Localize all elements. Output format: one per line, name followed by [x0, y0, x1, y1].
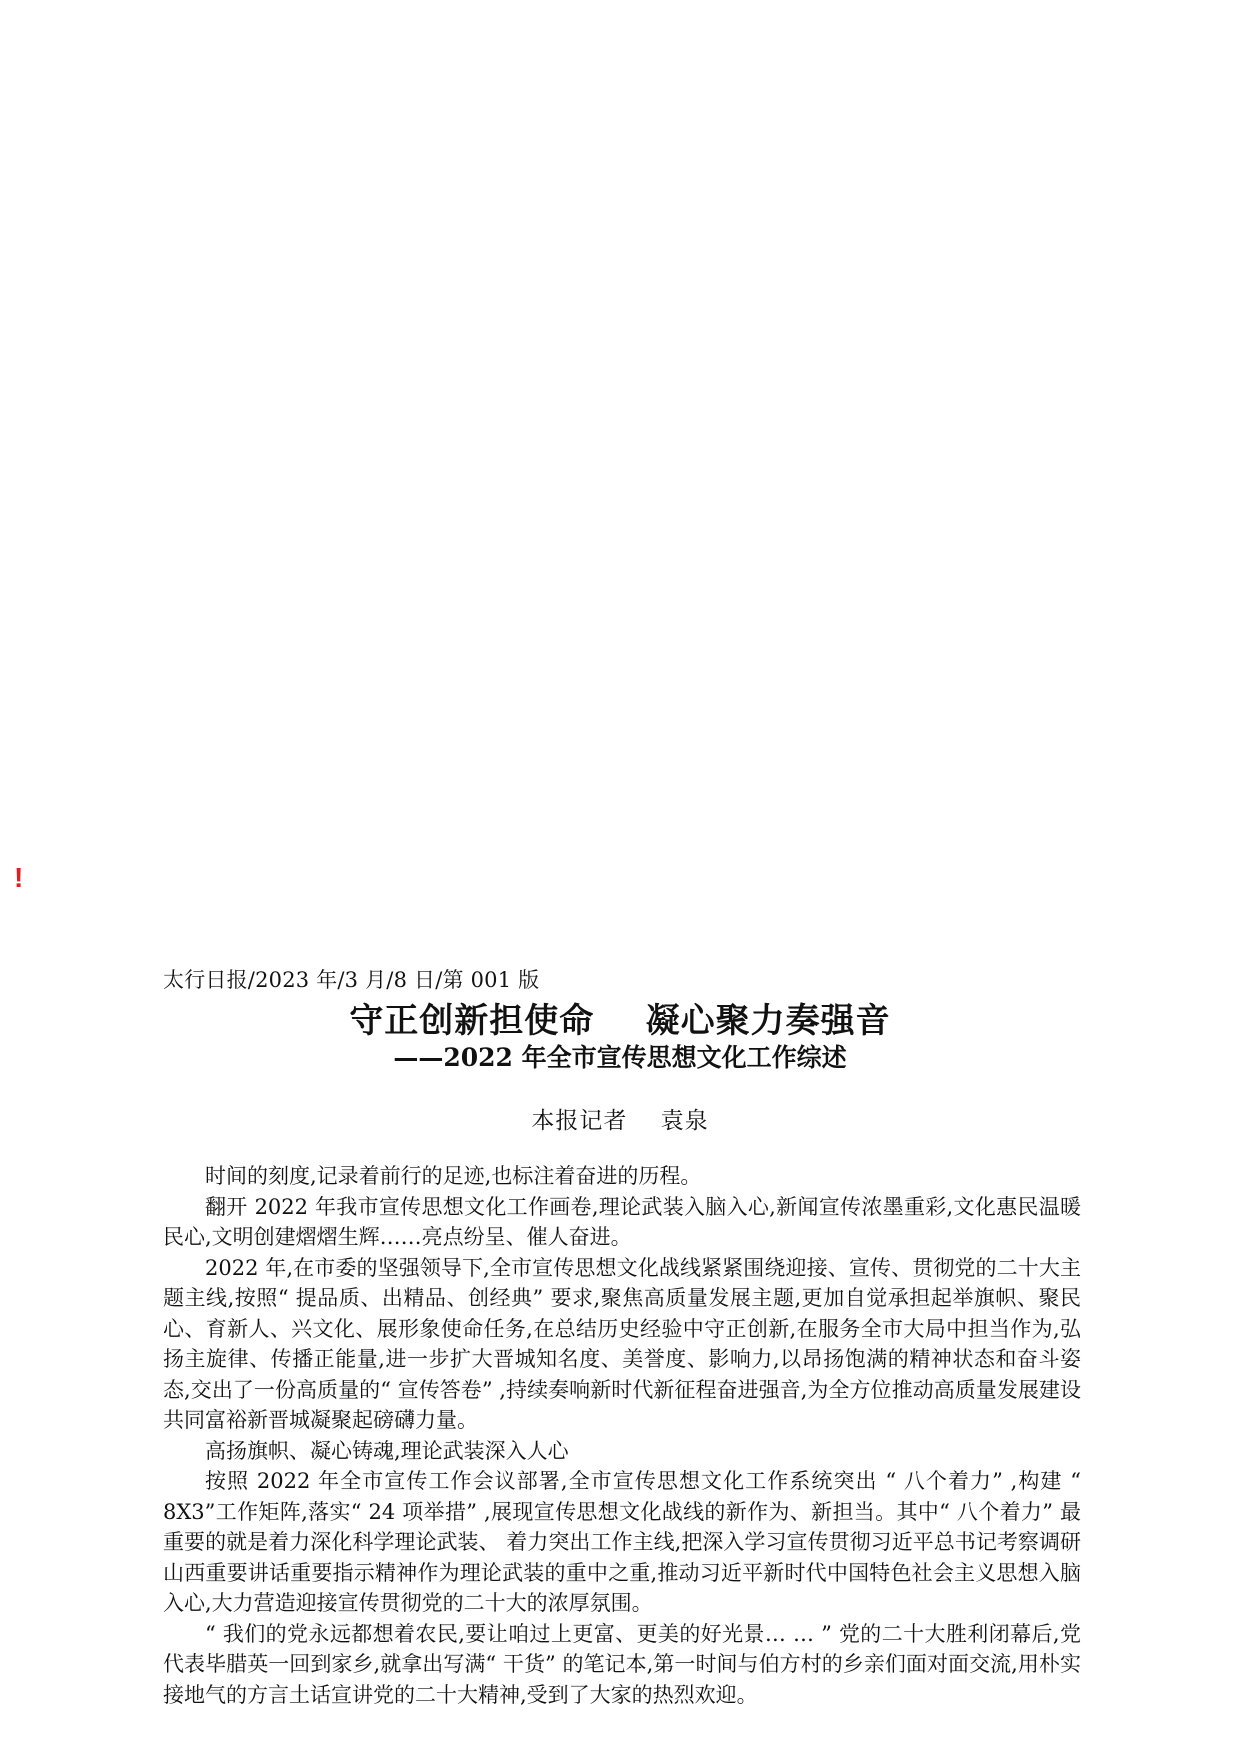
source-line: 太行日报/2023 年/3 月/8 日/第 001 版 [163, 968, 540, 992]
paragraph: 翻开 2022 年我市宣传思想文化工作画卷,理论武装入脑入心,新闻宣传浓墨重彩,文化惠民温暖民心,文明创建熠熠生辉……亮点纷呈、催人奋进。 [163, 1194, 1081, 1249]
article-subtitle: ——2022 年全市宣传思想文化工作综述 [393, 1043, 847, 1072]
paragraph: 2022 年,在市委的坚强领导下,全市宣传思想文化战线紧紧围绕迎接、宣传、贯彻党的二十大主题主线,按照“ 提品质、出精品、创经典” 要求,聚焦高质量发展主题,更加自觉承担起举旗帜、聚民心、育新人、兴文化、展形象使命任务,在总结历史经验中守正创新,在服务全市大局中担当作为,弘扬主旋律、传播正能量,进一步扩大晋城知名度、美誉度、影响力,以昂扬饱满的精神状态和奋斗姿态,交出了一份高质量的“ 宣传答卷” ,持续奏响新时代新征程奋进强音,为全方位推动高质量发展建设共同富裕新晋城凝聚起磅礴力量。 [163, 1255, 1081, 1432]
article-body [163, 1161, 1081, 1710]
paragraph: 时间的刻度,记录着前行的足迹,也标注着奋进的历程。 [205, 1164, 702, 1188]
paragraph: 按照 2022 年全市宣传工作会议部署,全市宣传思想文化工作系统突出 “ 八个着力” ,构建 “ 8X3”工作矩阵,落实“ 24 项举措” ,展现宣传思想文化战线的新作为、新担当。其中“ 八个着力” 最重要的就是着力深化科学理论武装、 着力突出工作主线,把深入学习宣传贯彻习近平总书记考察调研山西重要讲话重要指示精神作为理论武装的重中之重,推动习近平新时代中国特色社会主义思想入脑入心,大力营造迎接宣传贯彻党的二十大的浓厚氛围。 [163, 1469, 1081, 1615]
warning-mark: ! [14, 862, 24, 893]
paragraph: “ 我们的党永远都想着农民,要让咱过上更富、更美的好光景… … ” 党的二十大胜利闭幕后,党代表毕腊英一回到家乡,就拿出写满“ 干货” 的笔记本,第一时间与伯方村的乡亲们面对面交流,用朴实接地气的方言土话宣讲党的二十大精神,受到了大家的热烈欢迎。 [163, 1621, 1081, 1707]
section-heading: 高扬旗帜、凝心铸魂,理论武装深入人心 [205, 1438, 569, 1463]
byline: 本报记者 袁泉 [531, 1108, 709, 1134]
article-title: 守正创新担使命 凝心聚力奏强音 [349, 1001, 891, 1041]
